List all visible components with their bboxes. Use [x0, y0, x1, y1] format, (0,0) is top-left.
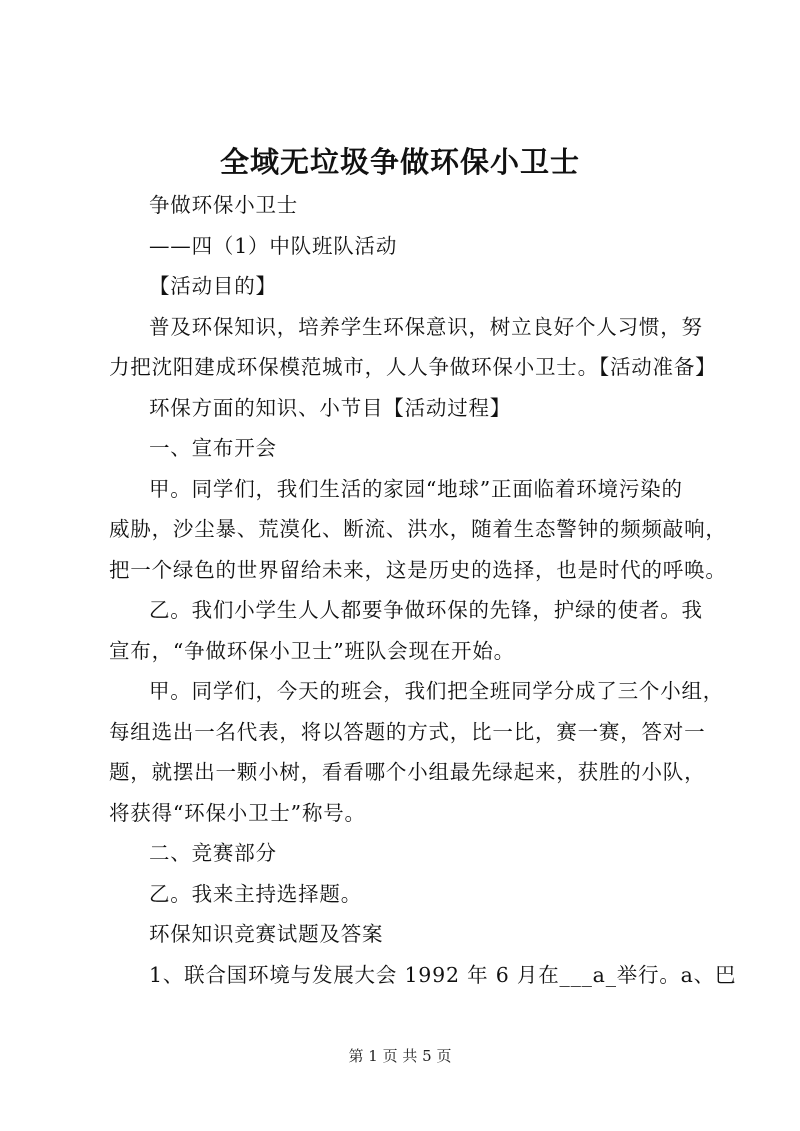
- paragraph-line: 每组选出一名代表，将以答题的方式，比一比，赛一赛，答对一: [109, 719, 706, 744]
- paragraph-line: 甲。同学们，我们生活的家园“地球”正面临着环境污染的: [149, 476, 683, 501]
- paragraph-line: 环保知识竞赛试题及答案: [149, 922, 384, 946]
- paragraph-line: 环保方面的知识、小节目【活动过程】: [149, 395, 512, 420]
- section-heading-contest: 二、竞赛部分: [149, 841, 277, 865]
- document-body: [109, 185, 737, 995]
- document-title: 全域无垃圾争做环保小卫士: [219, 145, 580, 179]
- paragraph-line: 把一个绿色的世界留给未来，这是历史的选择，也是时代的呼唤。: [109, 557, 727, 582]
- paragraph-line: 乙。我们小学生人人都要争做环保的先锋，护绿的使者。我: [149, 598, 703, 622]
- section-heading-purpose: 【活动目的】: [149, 274, 277, 298]
- subtitle-line: 争做环保小卫士: [149, 193, 299, 217]
- paragraph-line: 力把沈阳建成环保模范城市，人人争做环保小卫士。【活动准备】: [109, 355, 717, 379]
- paragraph-line: 甲。同学们，今天的班会，我们把全班同学分成了三个小组，: [149, 679, 725, 703]
- paragraph-line: 威胁，沙尘暴、荒漠化、断流、洪水，随着生态警钟的频频敲响，: [109, 517, 727, 541]
- paragraph-line: 1、联合国环境与发展大会 1992 年 6 月在___a_举行。a、巴: [149, 962, 737, 987]
- section-heading-open: 一、宣布开会: [149, 436, 277, 460]
- page-footer: 第 1 页 共 5 页: [348, 1047, 452, 1065]
- paragraph-line: 普及环保知识，培养学生环保意识，树立良好个人习惯，努: [149, 314, 703, 339]
- subtitle-class-line: ——四（1）中队班队活动: [149, 233, 398, 258]
- paragraph-line: 将获得“环保小卫士”称号。: [109, 800, 366, 825]
- paragraph-line: 宣布，“争做环保小卫士”班队会现在开始。: [109, 638, 515, 663]
- paragraph-line: 题，就摆出一颗小树，看看哪个小组最先绿起来，获胜的小队，: [109, 760, 706, 784]
- paragraph-line: 乙。我来主持选择题。: [149, 881, 362, 906]
